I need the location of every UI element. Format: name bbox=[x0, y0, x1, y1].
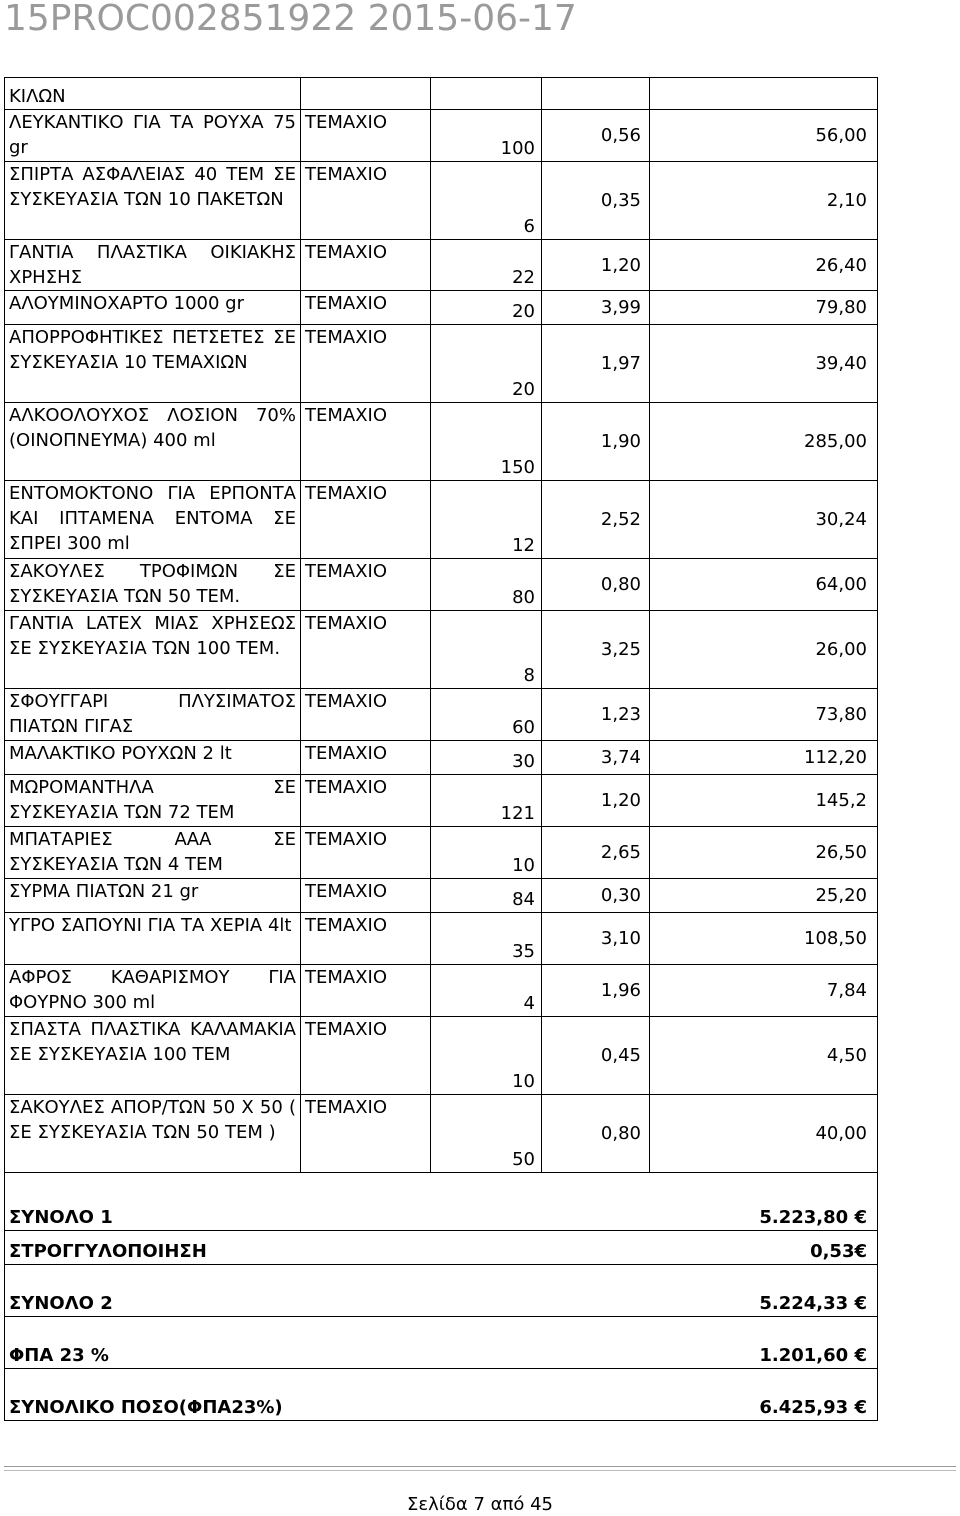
table-row bbox=[5, 403, 878, 481]
item-unit-price: 3,25 bbox=[542, 611, 650, 689]
item-quantity: 30 bbox=[431, 741, 542, 775]
item-quantity: 4 bbox=[431, 965, 542, 1017]
table-row bbox=[5, 827, 878, 879]
table-row bbox=[5, 689, 878, 741]
item-total: 26,00 bbox=[650, 611, 878, 689]
item-unit-price: 2,65 bbox=[542, 827, 650, 879]
summary-label: ΣΥΝΟΛΙΚΟ ΠΟΣΟ(ΦΠΑ23%) bbox=[5, 1369, 301, 1421]
item-quantity: 35 bbox=[431, 913, 542, 965]
item-total: 4,50 bbox=[650, 1017, 878, 1095]
item-total: 145,2 bbox=[650, 775, 878, 827]
item-unit-price: 3,10 bbox=[542, 913, 650, 965]
item-total: 25,20 bbox=[650, 879, 878, 913]
table-row-top-note bbox=[5, 78, 878, 110]
item-unit: ΤΕΜΑΧΙΟ bbox=[301, 611, 431, 689]
empty-cell bbox=[542, 78, 650, 110]
summary-value: 5.224,33 € bbox=[650, 1265, 878, 1317]
table-row bbox=[5, 741, 878, 775]
item-unit-price: 1,20 bbox=[542, 240, 650, 291]
item-quantity: 12 bbox=[431, 481, 542, 559]
item-description: ΑΛΚΟΟΛΟΥΧΟΣ ΛΟΣΙΟΝ 70% (ΟΙΝΟΠΝΕΥΜΑ) 400 ml bbox=[5, 403, 301, 481]
item-unit: ΤΕΜΑΧΙΟ bbox=[301, 827, 431, 879]
summary-value: 1.201,60 € bbox=[650, 1317, 878, 1369]
item-description: ΜΩΡΟΜΑΝΤΗΛΑ ΣΕ ΣΥΣΚΕΥΑΣΙΑ ΤΩΝ 72 ΤΕΜ bbox=[5, 775, 301, 827]
summary-spacer bbox=[301, 1231, 650, 1265]
item-quantity: 20 bbox=[431, 325, 542, 403]
item-quantity: 10 bbox=[431, 827, 542, 879]
item-unit: ΤΕΜΑΧΙΟ bbox=[301, 403, 431, 481]
item-unit: ΤΕΜΑΧΙΟ bbox=[301, 775, 431, 827]
item-quantity: 22 bbox=[431, 240, 542, 291]
item-description: ΣΑΚΟΥΛΕΣ ΤΡΟΦΙΜΩΝ ΣΕ ΣΥΣΚΕΥΑΣΙΑ ΤΩΝ 50 ΤΕΜ. bbox=[5, 559, 301, 611]
item-unit-price: 0,80 bbox=[542, 559, 650, 611]
table-row bbox=[5, 879, 878, 913]
item-unit-price: 0,56 bbox=[542, 110, 650, 162]
items-table bbox=[4, 77, 878, 1421]
item-unit: ΤΕΜΑΧΙΟ bbox=[301, 1095, 431, 1173]
item-total: 2,10 bbox=[650, 162, 878, 240]
item-unit: ΤΕΜΑΧΙΟ bbox=[301, 291, 431, 325]
empty-cell bbox=[431, 78, 542, 110]
summary-row bbox=[5, 1317, 878, 1369]
item-description: ΓΑΝΤΙΑ LATEX ΜΙΑΣ ΧΡΗΣΕΩΣ ΣΕ ΣΥΣΚΕΥΑΣΙΑ ΤΩΝ 100 ΤΕΜ. bbox=[5, 611, 301, 689]
item-unit: ΤΕΜΑΧΙΟ bbox=[301, 913, 431, 965]
table-row bbox=[5, 240, 878, 291]
item-unit-price: 1,96 bbox=[542, 965, 650, 1017]
summary-value: 6.425,93 € bbox=[650, 1369, 878, 1421]
item-description: ΑΛΟΥΜΙΝΟΧΑΡΤΟ 1000 gr bbox=[5, 291, 301, 325]
item-total: 79,80 bbox=[650, 291, 878, 325]
item-quantity: 10 bbox=[431, 1017, 542, 1095]
summary-value: 5.223,80 € bbox=[650, 1173, 878, 1231]
item-unit-price: 0,35 bbox=[542, 162, 650, 240]
summary-label: ΣΥΝΟΛΟ 2 bbox=[5, 1265, 301, 1317]
item-total: 26,40 bbox=[650, 240, 878, 291]
item-description: ΣΦΟΥΓΓΑΡΙ ΠΛΥΣΙΜΑΤΟΣ ΠΙΑΤΩΝ ΓΙΓΑΣ bbox=[5, 689, 301, 741]
table-row bbox=[5, 481, 878, 559]
item-description: ΣΠΑΣΤΑ ΠΛΑΣΤΙΚΑ ΚΑΛΑΜΑΚΙΑ ΣΕ ΣΥΣΚΕΥΑΣΙΑ 100 ΤΕΜ bbox=[5, 1017, 301, 1095]
item-quantity: 60 bbox=[431, 689, 542, 741]
item-total: 30,24 bbox=[650, 481, 878, 559]
item-total: 64,00 bbox=[650, 559, 878, 611]
summary-row bbox=[5, 1369, 878, 1421]
summary-spacer bbox=[301, 1265, 650, 1317]
item-quantity: 84 bbox=[431, 879, 542, 913]
item-unit: ΤΕΜΑΧΙΟ bbox=[301, 240, 431, 291]
item-quantity: 50 bbox=[431, 1095, 542, 1173]
item-unit-price: 0,80 bbox=[542, 1095, 650, 1173]
item-unit: ΤΕΜΑΧΙΟ bbox=[301, 689, 431, 741]
table-row bbox=[5, 913, 878, 965]
item-unit: ΤΕΜΑΧΙΟ bbox=[301, 879, 431, 913]
item-unit: ΤΕΜΑΧΙΟ bbox=[301, 741, 431, 775]
item-quantity: 100 bbox=[431, 110, 542, 162]
summary-value: 0,53€ bbox=[650, 1231, 878, 1265]
table-row bbox=[5, 1017, 878, 1095]
footer-divider bbox=[4, 1466, 956, 1467]
table-row bbox=[5, 1095, 878, 1173]
item-description: ΣΑΚΟΥΛΕΣ ΑΠΟΡ/ΤΩΝ 50 Χ 50 ( ΣΕ ΣΥΣΚΕΥΑΣΙΑ ΤΩΝ 50 ΤΕΜ ) bbox=[5, 1095, 301, 1173]
document-id-header: 15PROC002851922 2015-06-17 bbox=[4, 0, 577, 39]
item-description: ΕΝΤΟΜΟΚΤΟΝΟ ΓΙΑ ΕΡΠΟΝΤΑ ΚΑΙ ΙΠΤΑΜΕΝΑ ΕΝΤΟΜΑ ΣΕ ΣΠΡΕΙ 300 ml bbox=[5, 481, 301, 559]
item-description: ΓΑΝΤΙΑ ΠΛΑΣΤΙΚΑ ΟΙΚΙΑΚΗΣ ΧΡΗΣΗΣ bbox=[5, 240, 301, 291]
summary-spacer bbox=[301, 1369, 650, 1421]
item-unit-price: 3,74 bbox=[542, 741, 650, 775]
item-unit: ΤΕΜΑΧΙΟ bbox=[301, 162, 431, 240]
item-description: ΑΠΟΡΡΟΦΗΤΙΚΕΣ ΠΕΤΣΕΤΕΣ ΣΕ ΣΥΣΚΕΥΑΣΙΑ 10 ΤΕΜΑΧΙΩΝ bbox=[5, 325, 301, 403]
item-unit-price: 1,97 bbox=[542, 325, 650, 403]
item-description: ΣΥΡΜΑ ΠΙΑΤΩΝ 21 gr bbox=[5, 879, 301, 913]
summary-row bbox=[5, 1173, 878, 1231]
item-quantity: 8 bbox=[431, 611, 542, 689]
item-quantity: 80 bbox=[431, 559, 542, 611]
item-quantity: 121 bbox=[431, 775, 542, 827]
summary-spacer bbox=[301, 1317, 650, 1369]
empty-cell bbox=[650, 78, 878, 110]
table-row bbox=[5, 291, 878, 325]
item-description: ΛΕΥΚΑΝΤΙΚΟ ΓΙΑ ΤΑ ΡΟΥΧΑ 75 gr bbox=[5, 110, 301, 162]
summary-spacer bbox=[301, 1173, 650, 1231]
table-row bbox=[5, 965, 878, 1017]
item-total: 40,00 bbox=[650, 1095, 878, 1173]
item-total: 73,80 bbox=[650, 689, 878, 741]
item-total: 56,00 bbox=[650, 110, 878, 162]
table-row bbox=[5, 611, 878, 689]
item-unit: ΤΕΜΑΧΙΟ bbox=[301, 559, 431, 611]
item-description: ΜΠΑΤΑΡΙΕΣ ΑΑΑ ΣΕ ΣΥΣΚΕΥΑΣΙΑ ΤΩΝ 4 ΤΕΜ bbox=[5, 827, 301, 879]
item-total: 112,20 bbox=[650, 741, 878, 775]
item-total: 39,40 bbox=[650, 325, 878, 403]
item-unit-price: 0,30 bbox=[542, 879, 650, 913]
summary-row bbox=[5, 1231, 878, 1265]
item-total: 7,84 bbox=[650, 965, 878, 1017]
item-unit-price: 1,20 bbox=[542, 775, 650, 827]
item-unit-price: 1,90 bbox=[542, 403, 650, 481]
table-row bbox=[5, 325, 878, 403]
item-unit-price: 3,99 bbox=[542, 291, 650, 325]
item-unit: ΤΕΜΑΧΙΟ bbox=[301, 110, 431, 162]
item-description: ΣΠΙΡΤΑ ΑΣΦΑΛΕΙΑΣ 40 ΤΕΜ ΣΕ ΣΥΣΚΕΥΑΣΙΑ ΤΩΝ 10 ΠΑΚΕΤΩΝ bbox=[5, 162, 301, 240]
item-description: ΑΦΡΟΣ ΚΑΘΑΡΙΣΜΟΥ ΓΙΑ ΦΟΥΡΝΟ 300 ml bbox=[5, 965, 301, 1017]
empty-cell bbox=[301, 78, 431, 110]
item-unit-price: 2,52 bbox=[542, 481, 650, 559]
summary-row bbox=[5, 1265, 878, 1317]
item-total: 108,50 bbox=[650, 913, 878, 965]
item-description: ΥΓΡΟ ΣΑΠΟΥΝΙ ΓΙΑ ΤΑ ΧΕΡΙΑ 4lt bbox=[5, 913, 301, 965]
item-total: 285,00 bbox=[650, 403, 878, 481]
item-description: ΜΑΛΑΚΤΙΚΟ ΡΟΥΧΩΝ 2 lt bbox=[5, 741, 301, 775]
item-unit: ΤΕΜΑΧΙΟ bbox=[301, 1017, 431, 1095]
item-total: 26,50 bbox=[650, 827, 878, 879]
item-quantity: 20 bbox=[431, 291, 542, 325]
item-quantity: 150 bbox=[431, 403, 542, 481]
item-unit-price: 1,23 bbox=[542, 689, 650, 741]
table-row bbox=[5, 775, 878, 827]
summary-label: ΦΠΑ 23 % bbox=[5, 1317, 301, 1369]
item-quantity: 6 bbox=[431, 162, 542, 240]
footer-divider-secondary bbox=[4, 1470, 956, 1471]
item-unit-price: 0,45 bbox=[542, 1017, 650, 1095]
item-unit: ΤΕΜΑΧΙΟ bbox=[301, 325, 431, 403]
table-row bbox=[5, 559, 878, 611]
items-table-body bbox=[5, 78, 878, 1421]
page-number: Σελίδα 7 από 45 bbox=[407, 1494, 553, 1515]
table-row bbox=[5, 162, 878, 240]
summary-label: ΣΤΡΟΓΓΥΛΟΠΟΙΗΣΗ bbox=[5, 1231, 301, 1265]
table-row bbox=[5, 110, 878, 162]
summary-label: ΣΥΝΟΛΟ 1 bbox=[5, 1173, 301, 1231]
item-unit: ΤΕΜΑΧΙΟ bbox=[301, 481, 431, 559]
item-unit: ΤΕΜΑΧΙΟ bbox=[301, 965, 431, 1017]
top-note-cell: ΚΙΛΩΝ bbox=[5, 78, 301, 110]
